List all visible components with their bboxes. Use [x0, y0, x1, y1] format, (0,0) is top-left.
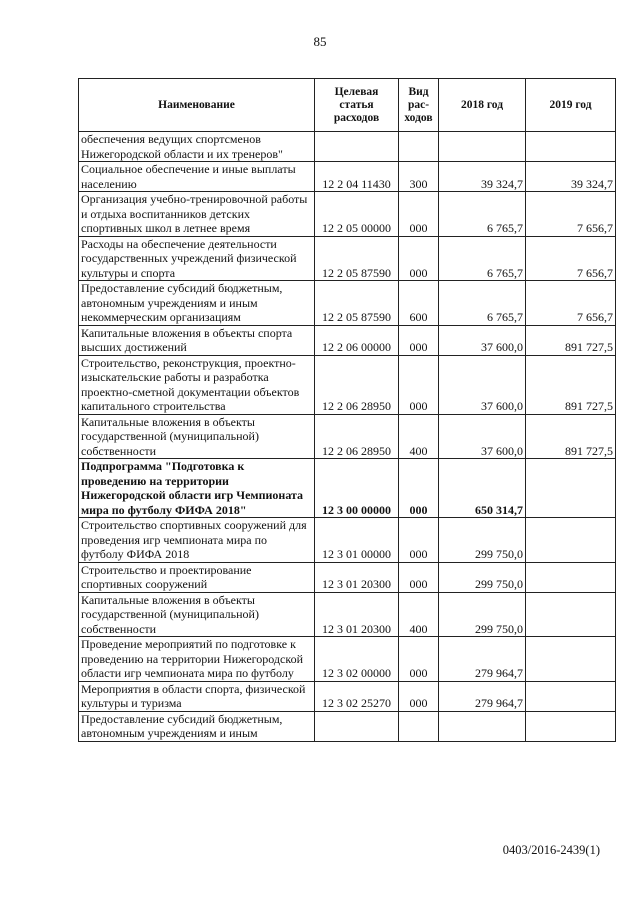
cell-target-article: 12 3 01 20300 — [315, 562, 399, 592]
cell-target-article: 12 3 01 00000 — [315, 518, 399, 563]
cell-amount-2019 — [526, 637, 616, 682]
cell-name: Предоставление субсидий бюджетным, автономным учреждениям и иным — [79, 711, 315, 741]
cell-amount-2019: 891 727,5 — [526, 414, 616, 459]
table-row — [79, 132, 616, 162]
cell-amount-2019 — [526, 562, 616, 592]
page-number: 85 — [313, 34, 327, 49]
cell-amount-2018: 279 964,7 — [439, 637, 526, 682]
cell-amount-2019: 7 656,7 — [526, 236, 616, 281]
cell-name: Строительство, реконструкция, проектно-изыскательские работы и разработка проектно-сметной документации объектов капитального строительства — [79, 355, 315, 414]
cell-target-article: 12 2 05 87590 — [315, 281, 399, 326]
cell-expense-type: 600 — [399, 281, 439, 326]
cell-amount-2019 — [526, 711, 616, 741]
table-row — [79, 637, 616, 682]
cell-expense-type: 000 — [399, 236, 439, 281]
cell-expense-type: 000 — [399, 192, 439, 237]
cell-target-article: 12 2 05 87590 — [315, 236, 399, 281]
cell-amount-2018 — [439, 711, 526, 741]
cell-expense-type: 400 — [399, 592, 439, 637]
cell-amount-2019: 891 727,5 — [526, 355, 616, 414]
cell-target-article — [315, 132, 399, 162]
table-row — [79, 192, 616, 237]
cell-expense-type: 000 — [399, 518, 439, 563]
cell-name: Расходы на обеспечение деятельности государственных учреждений физической культуры и спорта — [79, 236, 315, 281]
table-row — [79, 281, 616, 326]
table-row — [79, 518, 616, 563]
cell-name: Капитальные вложения в объекты спорта высших достижений — [79, 325, 315, 355]
cell-amount-2018: 6 765,7 — [439, 192, 526, 237]
cell-name: Строительство спортивных сооружений для проведения игр чемпионата мира по футболу ФИФА 2018 — [79, 518, 315, 563]
table-row — [79, 162, 616, 192]
cell-target-article — [315, 711, 399, 741]
cell-target-article: 12 2 05 00000 — [315, 192, 399, 237]
cell-expense-type: 300 — [399, 162, 439, 192]
cell-amount-2018: 37 600,0 — [439, 355, 526, 414]
header-name: Наименование — [79, 79, 315, 132]
header-year-2018: 2018 год — [439, 79, 526, 132]
cell-name: Предоставление субсидий бюджетным, автономным учреждениям и иным некоммерческим организациям — [79, 281, 315, 326]
cell-amount-2019: 7 656,7 — [526, 281, 616, 326]
cell-amount-2018: 299 750,0 — [439, 562, 526, 592]
cell-target-article: 12 2 06 00000 — [315, 325, 399, 355]
cell-name: Подпрограмма "Подготовка к проведению на территории Нижегородской области игр Чемпионата мира по футболу ФИФА 2018" — [79, 459, 315, 518]
table-row — [79, 236, 616, 281]
cell-amount-2018: 6 765,7 — [439, 281, 526, 326]
cell-target-article: 12 3 00 00000 — [315, 459, 399, 518]
cell-name: Капитальные вложения в объекты государственной (муниципальной) собственности — [79, 592, 315, 637]
cell-name: обеспечения ведущих спортсменов Нижегородской области и их тренеров" — [79, 132, 315, 162]
table-header-row — [79, 79, 616, 132]
cell-amount-2018: 299 750,0 — [439, 592, 526, 637]
cell-amount-2019 — [526, 518, 616, 563]
cell-target-article: 12 2 06 28950 — [315, 355, 399, 414]
table-row — [79, 355, 616, 414]
cell-expense-type: 000 — [399, 355, 439, 414]
cell-name: Проведение мероприятий по подготовке к проведению на территории Нижегородской области игр чемпионата мира по футболу — [79, 637, 315, 682]
cell-expense-type: 000 — [399, 459, 439, 518]
header-year-2019: 2019 год — [526, 79, 616, 132]
header-expense-type: Вид рас- ходов — [399, 79, 439, 132]
header-target-article: Целевая статья расходов — [315, 79, 399, 132]
table-row — [79, 592, 616, 637]
cell-name: Мероприятия в области спорта, физической культуры и туризма — [79, 681, 315, 711]
cell-target-article: 12 3 02 25270 — [315, 681, 399, 711]
table-row — [79, 414, 616, 459]
cell-target-article: 12 2 04 11430 — [315, 162, 399, 192]
document-code: 0403/2016-2439(1) — [502, 843, 600, 857]
cell-expense-type — [399, 132, 439, 162]
cell-expense-type: 000 — [399, 325, 439, 355]
table-row — [79, 681, 616, 711]
cell-amount-2019 — [526, 132, 616, 162]
cell-amount-2018: 6 765,7 — [439, 236, 526, 281]
cell-name: Организация учебно-тренировочной работы и отдыха воспитанников детских спортивных школ в летнее время — [79, 192, 315, 237]
cell-amount-2018: 299 750,0 — [439, 518, 526, 563]
cell-amount-2019: 39 324,7 — [526, 162, 616, 192]
cell-amount-2019 — [526, 592, 616, 637]
cell-amount-2018: 37 600,0 — [439, 325, 526, 355]
cell-amount-2019: 7 656,7 — [526, 192, 616, 237]
cell-name: Капитальные вложения в объекты государственной (муниципальной) собственности — [79, 414, 315, 459]
cell-amount-2018: 650 314,7 — [439, 459, 526, 518]
cell-amount-2018 — [439, 132, 526, 162]
table-row — [79, 459, 616, 518]
cell-expense-type: 000 — [399, 637, 439, 682]
cell-target-article: 12 3 01 20300 — [315, 592, 399, 637]
cell-amount-2019: 891 727,5 — [526, 325, 616, 355]
cell-amount-2018: 39 324,7 — [439, 162, 526, 192]
cell-expense-type: 000 — [399, 562, 439, 592]
table-row — [79, 325, 616, 355]
cell-name: Социальное обеспечение и иные выплаты населению — [79, 162, 315, 192]
cell-target-article: 12 2 06 28950 — [315, 414, 399, 459]
cell-amount-2018: 279 964,7 — [439, 681, 526, 711]
cell-expense-type: 400 — [399, 414, 439, 459]
cell-amount-2019 — [526, 681, 616, 711]
cell-amount-2018: 37 600,0 — [439, 414, 526, 459]
cell-target-article: 12 3 02 00000 — [315, 637, 399, 682]
table-row — [79, 711, 616, 741]
cell-name: Строительство и проектирование спортивных сооружений — [79, 562, 315, 592]
table-body — [79, 132, 616, 742]
cell-expense-type — [399, 711, 439, 741]
budget-table — [78, 78, 616, 742]
table-row — [79, 562, 616, 592]
cell-expense-type: 000 — [399, 681, 439, 711]
cell-amount-2019 — [526, 459, 616, 518]
